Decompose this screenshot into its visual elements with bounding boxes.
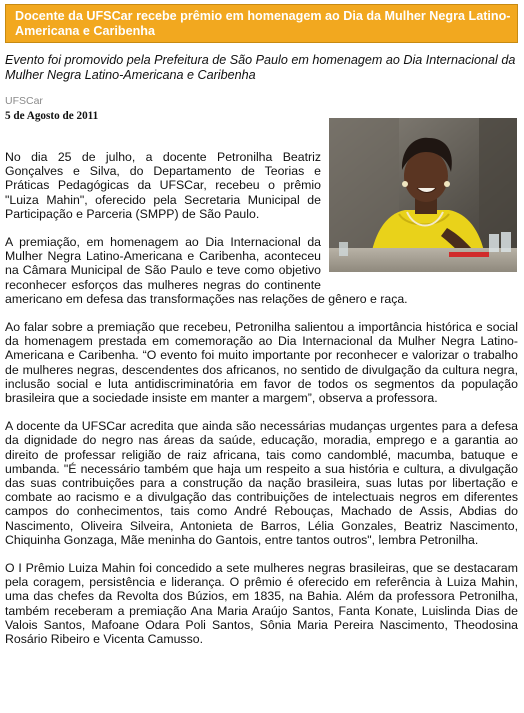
paragraph-2-text: A premiação, em homenagem ao Dia Internacional da Mulher Negra Latino-Americana e Caribenha, aconteceu na Câmara Municipal de São Paulo e teve como objetivo reconhecer esforços das mulheres negras do continente americano em defesa das transformações nas relações de gênero e raça. — [5, 235, 408, 306]
article-date: 5 de Agosto de 2011 — [5, 110, 99, 122]
article-subtitle: Evento foi promovido pela Prefeitura de São Paulo em homenagem ao Dia Internacional da Mulher Negra Latino-Americana e Caribenha — [5, 53, 516, 82]
article-title: Docente da UFSCar recebe prêmio em homenagem ao Dia da Mulher Negra Latino-Americana e Caribenha — [15, 9, 511, 38]
paragraph-4: A docente da UFSCar acredita que ainda são necessárias mudanças urgentes para a defesa da dignidade do negro nas áreas da saúde, educação, moradia, emprego e a garantia ao direito de professar religião de raiz africana, tais como candomblé, macumba, batuque e umbanda. "É necessário também que haja um respeito a sua história e cultura, a divulgação das suas contribuições para a construção da nação brasileira, suas lutas por libertação e combate ao racismo e a divulgação das contribuições de intelectuais negros em diferentes campos do conhecimentos, tais como André Rebouças, Machado de Assis, Abdias do Nascimento, Oliveira Silveira, Antonieta de Barros, Lélia Gonzales, Beatriz Nascimento, Chiquinha Gonzaga, Mãe meninha do Gantois, entre tantos outros", lembra Petronilha. — [5, 419, 518, 547]
paragraph-3: Ao falar sobre a premiação que recebeu, Petronilha salientou a importância histórica e social da homenagem prestada em comemoração ao Dia Internacional da Mulher Negra Latino-Americana e Caribenha. “O evento foi muito importante por reconhecer e valorizar o trabalho de mulheres negras, descendentes dos africanos, no sentido de divulgação da cultura negra, inclusão social e luta antidiscriminatória em favor de todos os segmentos da população brasileira que a sociedade insiste em manter a margem”, observa a professora. — [5, 320, 518, 406]
paragraph-5: O I Prêmio Luiza Mahin foi concedido a sete mulheres negras brasileiras, que se destacaram pela coragem, persistência e liderança. O prêmio é oferecido em referência à Luiza Mahin, uma das chefes da Revolta dos Búzios, em 1835, na Bahia. Além da professora Petronilha, também receberam a premiação Ana Maria Araújo Santos, Fanta Konate, Luislinda Dias de Valois Santos, Mafoane Odara Poli Santos, Sônia Maria Pereira Nascimento, Theodosina Rosário Ribeiro e Vicenta Camusso. — [5, 561, 518, 647]
article — [5, 4, 518, 660]
honoree-photo-image — [329, 118, 517, 272]
article-source: UFSCar — [5, 95, 43, 107]
honoree-photo — [329, 118, 517, 272]
title-banner — [5, 4, 518, 43]
paragraph-1: No dia 25 de julho, a docente Petronilha Beatriz Gonçalves e Silva, do Departamento de Teorias e Práticas Pedagógicas da UFSCar, recebeu o prêmio "Luiza Mahin", oferecido pela Secretaria Municipal de Participação e Parceria (SMPP) de São Paulo. — [5, 150, 321, 221]
